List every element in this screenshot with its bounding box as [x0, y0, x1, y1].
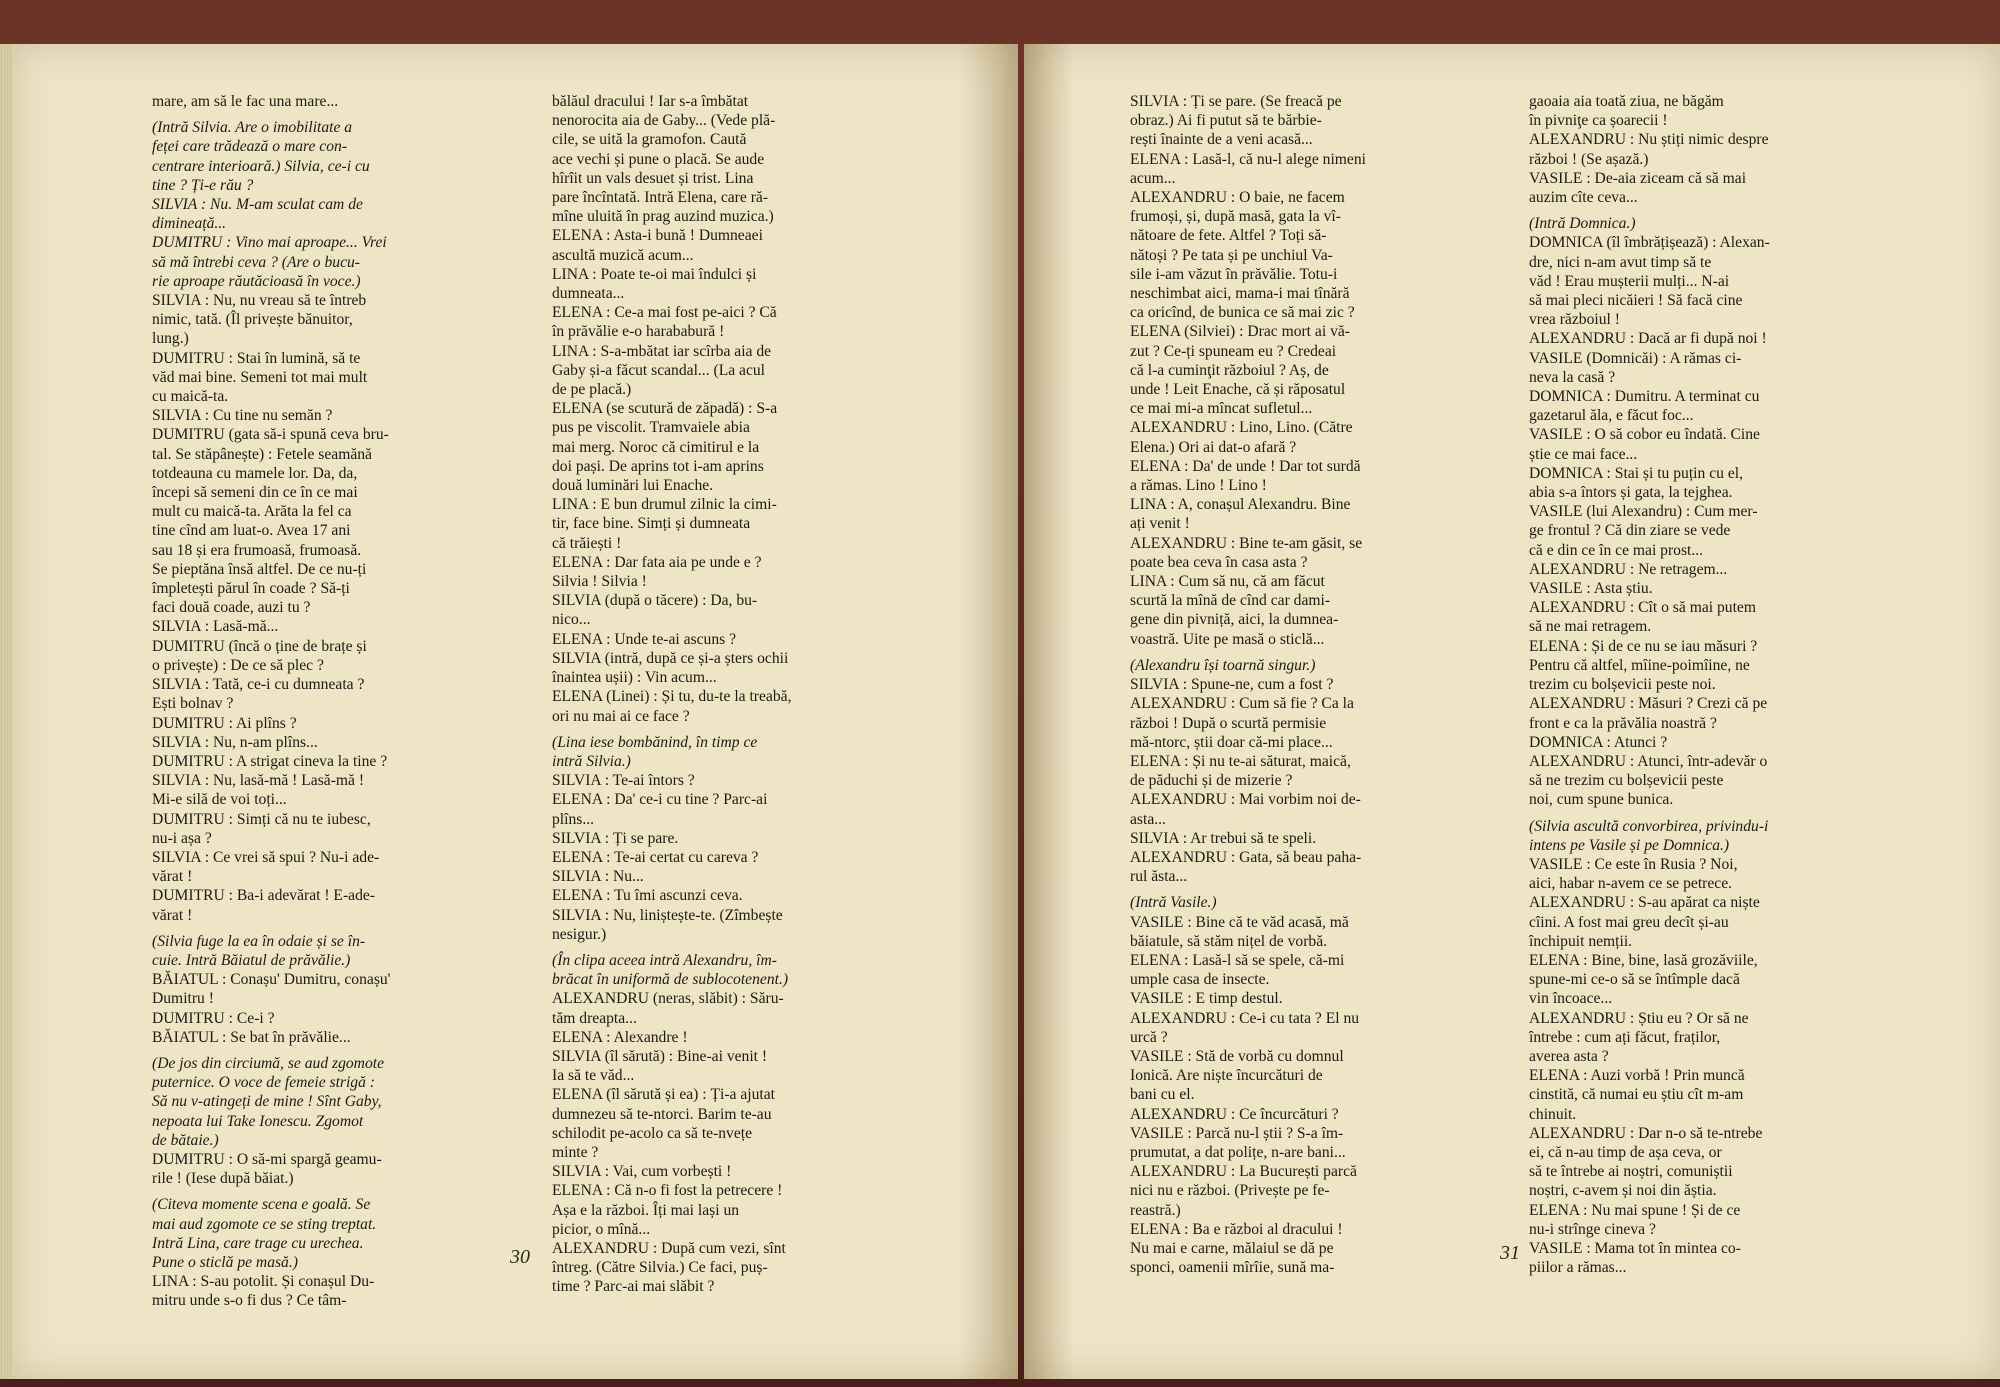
text-line: ELENA : Lasă-l să se spele, că-mi — [1130, 951, 1345, 969]
text-line: ALEXANDRU : S-au apărat ca niște — [1529, 894, 1760, 912]
text-line: SILVIA : Nu, n-am plîns... — [152, 733, 318, 751]
text-line: să mai pleci nicăieri ! Să facă cine — [1529, 292, 1743, 310]
text-line: DOMNICA : Dumitru. A terminat cu — [1529, 388, 1760, 406]
text-line: puternice. O voce de femeie strigă : — [152, 1074, 375, 1092]
text-line: Nu mai e carne, mălaiul se dă pe — [1130, 1239, 1334, 1257]
text-line: SILVIA (după o tăcere) : Da, bu- — [552, 592, 758, 610]
text-line: Mi-e silă de voi toți... — [152, 791, 287, 809]
text-line: de pe placă.) — [552, 381, 632, 399]
text-line: nimic, tată. (Îl privește bănuitor, — [152, 311, 353, 329]
text-line: ELENA : Te-ai certat cu careva ? — [552, 848, 759, 866]
text-line: intens pe Vasile și pe Domnica.) — [1529, 836, 1730, 854]
text-line: SILVIA : Ți se pare. (Se freacă pe — [1130, 93, 1342, 110]
text-line: bani cu el. — [1130, 1086, 1195, 1104]
text-line: ace vechi și pune o placă. Se aude — [552, 150, 765, 168]
text-line: VASILE : E timp destul. — [1130, 990, 1283, 1008]
text-line: întrebe : cum ați făcut, fraților, — [1529, 1028, 1721, 1046]
text-line: să ne mai retragem. — [1529, 618, 1652, 636]
text-line: nu-i așa ? — [152, 829, 212, 847]
text-line: cuie. Intră Băiatul de prăvălie.) — [152, 951, 351, 969]
text-line: închipuit nemții. — [1529, 932, 1633, 950]
text-line: ALEXANDRU : Știu eu ? Or să ne — [1529, 1009, 1749, 1027]
text-line: ei, că n-au timp de așa ceva, or — [1529, 1143, 1722, 1161]
text-line: SILVIA : Nu, liniștește-te. (Zîmbește — [552, 906, 783, 924]
text-line: două luminări lui Enache. — [552, 477, 714, 495]
text-line: ELENA : Unde te-ai ascuns ? — [552, 630, 737, 648]
text-line: VASILE : Asta știu. — [1529, 580, 1653, 598]
text-line: zut ? Ce-ți spuneam eu ? Credeai — [1130, 342, 1337, 360]
text-line: ELENA : Auzi vorbă ! Prin muncă — [1529, 1067, 1745, 1085]
text-line: ALEXANDRU : Bine te-am găsit, se — [1130, 534, 1363, 552]
text-line: ALEXANDRU : Gata, să beau paha- — [1130, 848, 1362, 866]
text-line: feței care trădează o mare con- — [152, 138, 348, 156]
text-line: rile ! (Iese după băiat.) — [152, 1170, 294, 1188]
text-line: ELENA : Că n-o fi fost la petrecere ! — [552, 1182, 783, 1200]
text-line: centrare interioară.) Silvia, ce-i cu — [152, 157, 370, 175]
left-page-column-2 — [552, 92, 791, 1297]
text-line: să te întrebe ai noștri, comuniștii — [1529, 1163, 1733, 1181]
text-line: ge frontul ? Că din ziare se vede — [1529, 522, 1731, 540]
text-line: ALEXANDRU : Atunci, într-adevăr o — [1529, 752, 1768, 770]
text-line: frumoși, și, după masă, gata la vî- — [1130, 208, 1341, 226]
text-line: (Lina iese bombănind, în timp ce — [552, 733, 758, 751]
text-line: văd mai bine. Semeni tot mai mult — [152, 368, 368, 386]
text-line: piilor a rămas... — [1529, 1259, 1627, 1277]
text-line: SILVIA (îl sărută) : Bine-ai venit ! — [552, 1047, 768, 1065]
text-line: noi, cum spune bunica. — [1529, 791, 1674, 809]
text-line: BĂIATUL : Conașu' Dumitru, conașu' — [152, 971, 391, 989]
text-line: cu maică-ta. — [152, 388, 229, 406]
text-line: SILVIA (intră, după ce și-a șters ochii — [552, 649, 789, 667]
text-line: a rămas. Lino ! Lino ! — [1130, 477, 1267, 495]
text-line: Intră Lina, care trage cu urechea. — [152, 1234, 364, 1252]
text-line: ELENA : Ce-a mai fost pe-aici ? Că — [552, 304, 777, 322]
text-line: (Alexandru își toarnă singur.) — [1130, 656, 1316, 674]
text-line: o privește) : De ce să plec ? — [152, 656, 324, 674]
text-line: ELENA (îl sărută și ea) : Ți-a ajutat — [552, 1086, 775, 1104]
text-line: sile i-am văzut în prăvălie. Totu-i — [1130, 265, 1338, 283]
text-line: SILVIA : Ce vrei să spui ? Nu-i ade- — [152, 848, 380, 866]
text-line: picior, o mînă... — [552, 1220, 651, 1238]
text-line: doi pași. De aprins tot i-am aprins — [552, 457, 764, 475]
text-line: tine ? Ți-e rău ? — [152, 176, 254, 194]
text-line: vărat ! — [152, 906, 193, 924]
text-line: mai merg. Noroc că cimitirul e la — [552, 438, 760, 456]
text-line: obraz.) Ai fi putut să te bărbie- — [1130, 112, 1322, 130]
text-line: chinuit. — [1529, 1105, 1577, 1123]
text-line: mîne uluită în prag auzind muzica.) — [552, 208, 774, 226]
text-line: ELENA : Și de ce nu se iau măsuri ? — [1529, 637, 1758, 655]
text-line: SILVIA : Ți se pare. — [552, 829, 679, 847]
text-line: averea asta ? — [1529, 1047, 1609, 1065]
text-line: brăcat în uniformă de sublocotenent.) — [552, 971, 789, 989]
text-line: LINA : A, conașul Alexandru. Bine — [1130, 496, 1351, 514]
text-line: DUMITRU : Vino mai aproape... Vrei — [152, 234, 387, 252]
text-line: cîini. A fost mai greu decît și-au — [1529, 913, 1729, 931]
text-line: tir, face bine. Simți și dumneata — [552, 515, 751, 533]
left-page-column-1 — [152, 92, 391, 1311]
text-line: mitru unde s-o fi dus ? Ce tâm- — [152, 1292, 347, 1310]
text-line: aici, habar n-avem ce se petrece. — [1529, 875, 1733, 893]
text-line: văd ! Erau mușterii mulți... N-ai — [1529, 272, 1730, 290]
text-line: SILVIA : Nu, lasă-mă ! Lasă-mă ! — [152, 772, 365, 790]
text-line: cinstită, că numai eu știu cît m-am — [1529, 1086, 1744, 1104]
text-line: nu-i strînge cineva ? — [1529, 1220, 1656, 1238]
text-line: înaintea ușii) : Vin acum... — [552, 669, 717, 687]
text-line: tăm dreapta... — [552, 1009, 637, 1027]
text-line: Ia să te văd... — [552, 1067, 635, 1085]
text-line: poate bea ceva în casa asta ? — [1130, 553, 1308, 571]
text-line: SILVIA : Nu, nu vreau să te întreb — [152, 292, 367, 310]
text-line: ELENA (Silviei) : Drac mort ai vă- — [1130, 323, 1350, 341]
text-line: bălăul dracului ! Iar s-a îmbătat — [552, 93, 749, 110]
text-line: DUMITRU : Ce-i ? — [152, 1009, 275, 1027]
text-line: nesigur.) — [552, 925, 607, 943]
text-line: sau 18 și era frumoasă, frumoasă. — [152, 541, 362, 559]
text-line: tal. Se stăpânește) : Fetele seamănă — [152, 445, 372, 463]
text-line: nătoși ? Pe tata și pe unchiul Va- — [1130, 246, 1333, 264]
text-line: mai aud zgomote ce se sting treptat. — [152, 1215, 377, 1233]
text-line: Ești bolnav ? — [152, 695, 234, 713]
text-line: dimineață... — [152, 215, 227, 233]
text-line: VASILE : Mama tot în mintea co- — [1529, 1239, 1741, 1257]
text-line: ca oricînd, de bunica ce să mai zic ? — [1130, 304, 1355, 322]
text-line: război ! După o scurtă permisie — [1130, 714, 1327, 732]
text-line: că trăiești ! — [552, 534, 622, 552]
text-line: Gaby și-a făcut scandal... (La acul — [552, 361, 766, 379]
text-line: ELENA : Nu mai spune ! Și de ce — [1529, 1201, 1741, 1219]
text-line: SILVIA : Cu tine nu semăn ? — [152, 407, 333, 425]
text-line: să mă întrebi ceva ? (Are o bucu- — [152, 253, 361, 271]
text-line: Să nu v-atingeți de mine ! Sînt Gaby, — [152, 1093, 382, 1111]
right-page-column-2 — [1529, 92, 1770, 1277]
text-line: gazetarul ăla, e făcut foc... — [1529, 407, 1694, 425]
text-line: vrea războiul ! — [1529, 311, 1620, 329]
text-line: Pentru că altfel, mîine-poimîine, ne — [1529, 656, 1750, 674]
text-line: vărat ! — [152, 868, 193, 886]
text-line: SILVIA : Nu... — [552, 868, 644, 886]
text-line: tine cînd am luat-o. Avea 17 ani — [152, 522, 351, 540]
text-line: LINA : Poate te-oi mai îndulci și — [552, 265, 757, 283]
text-line: Dumitru ! — [152, 990, 214, 1008]
text-line: nici nu e război. (Privește pe fe- — [1130, 1182, 1330, 1200]
text-line: DUMITRU (încă o ține de brațe și — [152, 637, 367, 655]
text-line: de bătaie.) — [152, 1131, 219, 1149]
text-line: ALEXANDRU : Mai vorbim noi de- — [1130, 791, 1361, 809]
text-line: (De jos din circiumă, se aud zgomote — [152, 1054, 384, 1072]
text-line: LINA : S-au potolit. Și conașul Du- — [152, 1273, 375, 1291]
text-line: ALEXANDRU : O baie, ne facem — [1130, 189, 1345, 207]
right-page-column-1 — [1130, 92, 1366, 1277]
text-line: SILVIA : Tată, ce-i cu dumneata ? — [152, 676, 365, 694]
text-line: VASILE : Parcă nu-l știi ? S-a îm- — [1130, 1124, 1344, 1142]
text-line: să ne trezim cu bolșevicii peste — [1529, 772, 1724, 790]
text-line: BĂIATUL : Se bat în prăvălie... — [152, 1028, 351, 1046]
text-line: time ? Parc-ai mai slăbit ? — [552, 1278, 715, 1296]
left-page — [12, 44, 1018, 1379]
text-line: prumutat, a dat polițe, n-are bani... — [1130, 1143, 1346, 1161]
text-line: (Intră Silvia. Are o imobilitate a — [152, 119, 353, 137]
text-line: noștri, c-avem și noi din ăștia. — [1529, 1182, 1717, 1200]
text-line: ELENA : Alexandre ! — [552, 1028, 688, 1046]
text-line: VASILE : O să cobor eu îndată. Cine — [1529, 426, 1760, 444]
text-line: război ! (Se așază.) — [1529, 150, 1649, 168]
text-line: DUMITRU : Ba-i adevărat ! E-ade- — [152, 887, 375, 905]
text-line: abia s-a întors și gata, la tejghea. — [1529, 484, 1733, 502]
text-line: VASILE (lui Alexandru) : Cum mer- — [1529, 503, 1758, 521]
text-line: nepoata lui Take Ionescu. Zgomot — [152, 1112, 364, 1130]
text-line: ELENA (se scutură de zăpadă) : S-a — [552, 400, 778, 418]
text-line: DUMITRU : Simți că nu te iubesc, — [152, 810, 371, 828]
text-line: Se pieptăna însă altfel. De ce nu-ți — [152, 560, 367, 578]
text-line: DUMITRU : A strigat cineva la tine ? — [152, 752, 388, 770]
text-line: lung.) — [152, 330, 189, 348]
text-line: VASILE (Domnicăi) : A rămas ci- — [1529, 349, 1742, 367]
text-line: SILVIA : Te-ai întors ? — [552, 772, 695, 790]
text-line: ascultă muzică acum... — [552, 246, 694, 264]
text-line: nătoare de fete. Altfel ? Toți să- — [1130, 227, 1327, 245]
text-line: urcă ? — [1130, 1028, 1168, 1046]
text-line: voastră. Uite pe masă o sticlă... — [1130, 630, 1325, 648]
text-line: ori nu mai ai ce face ? — [552, 707, 690, 725]
page-number: 31 — [1500, 1242, 1520, 1264]
text-line: (Intră Vasile.) — [1130, 894, 1217, 912]
text-line: intră Silvia.) — [552, 752, 631, 770]
text-line: (Intră Domnica.) — [1529, 215, 1636, 233]
text-line: Silvia ! Silvia ! — [552, 573, 647, 591]
text-line: rești înainte de a veni acasă... — [1130, 131, 1313, 149]
text-line: împletești părul în coade ? Să-ți — [152, 580, 350, 598]
text-line: ALEXANDRU (neras, slăbit) : Săru- — [552, 990, 784, 1008]
text-line: DUMITRU : O să-mi spargă geamu- — [152, 1150, 382, 1168]
text-line: mult cu maică-ta. Arăta la fel ca — [152, 503, 352, 521]
text-line: gaoaia aia toată ziua, ne băgăm — [1529, 93, 1724, 110]
text-line: (În clipa aceea intră Alexandru, îm- — [552, 951, 777, 969]
text-line: mă-ntorc, știi doar că-mi place... — [1130, 733, 1333, 751]
text-line: ALEXANDRU : Nu știți nimic despre — [1529, 131, 1769, 149]
text-line: trezim cu bolșevicii peste noi. — [1529, 676, 1716, 694]
text-line: ALEXANDRU : Lino, Lino. (Către — [1130, 419, 1353, 437]
text-line: nico... — [552, 611, 591, 629]
text-line: dumnezeu să te-ntorci. Barim te-au — [552, 1105, 772, 1123]
text-line: ELENA : Și nu te-ai săturat, maică, — [1130, 752, 1351, 770]
text-line: acum... — [1130, 169, 1176, 187]
text-line: pare încîntată. Intră Elena, care ră- — [552, 189, 769, 207]
text-line: SILVIA : Lasă-mă... — [152, 618, 279, 636]
text-line: neva la casă ? — [1529, 368, 1616, 386]
text-line: sponci, oamenii mîrîie, sună ma- — [1130, 1259, 1335, 1277]
text-line: LINA : S-a-mbătat iar scîrba aia de — [552, 342, 772, 360]
text-line: Așa e la război. Îți mai lași un — [552, 1201, 740, 1219]
text-line: scurtă la mînă de cînd car dami- — [1130, 592, 1331, 610]
text-line: ALEXANDRU : După cum vezi, sînt — [552, 1239, 786, 1257]
text-line: ELENA : Da' de unde ! Dar tot surdă — [1130, 457, 1361, 475]
text-line: SILVIA : Vai, cum vorbești ! — [552, 1163, 732, 1181]
text-line: ALEXANDRU : Ne retragem... — [1529, 560, 1728, 578]
text-line: începi să semeni din ce în ce mai — [152, 484, 358, 502]
text-line: că e din ce în ce mai prost... — [1529, 541, 1704, 559]
text-line: SILVIA : Spune-ne, cum a fost ? — [1130, 676, 1334, 694]
text-line: (Citeva momente scena e goală. Se — [152, 1196, 371, 1214]
text-line: dre, nici n-am avut timp să te — [1529, 253, 1712, 271]
text-line: ALEXANDRU : Ce încurcături ? — [1130, 1105, 1339, 1123]
text-line: Pune o sticlă pe masă.) — [152, 1253, 298, 1271]
text-line: (Silvia ascultă convorbirea, privindu-i — [1529, 817, 1769, 835]
right-page — [1024, 44, 2000, 1379]
text-line: mare, am să le fac una mare... — [152, 93, 339, 110]
text-line: neschimbat aici, mama-i mai tînără — [1130, 285, 1350, 303]
text-line: plîns... — [552, 810, 595, 828]
text-line: DOMNICA : Atunci ? — [1529, 733, 1668, 751]
text-line: ALEXANDRU : Măsuri ? Crezi că pe — [1529, 695, 1768, 713]
text-line: ALEXANDRU : Dar n-o să te-ntrebe — [1529, 1124, 1763, 1142]
text-line: ALEXANDRU : Ce-i cu tata ? El nu — [1130, 1009, 1360, 1027]
text-line: faci două coade, auzi tu ? — [152, 599, 311, 617]
text-line: știe ce mai face... — [1529, 445, 1638, 463]
text-line: dumneata... — [552, 285, 625, 303]
text-line: de păduchi și de mizerie ? — [1130, 772, 1293, 790]
text-line: în prăvălie e-o harababură ! — [552, 323, 725, 341]
text-line: SILVIA : Ar trebui să te speli. — [1130, 829, 1317, 847]
text-line: hîrîit un vals desuet și trist. Lina — [552, 169, 754, 187]
text-line: SILVIA : Nu. M-am sculat cam de — [152, 196, 363, 214]
text-line: DOMNICA (îl îmbrățișează) : Alexan- — [1529, 234, 1770, 252]
text-line: VASILE : Bine că te văd acasă, mă — [1130, 913, 1349, 931]
text-line: în pivniţe ca șoarecii ! — [1529, 112, 1668, 130]
text-line: ELENA (Linei) : Și tu, du-te la treabă, — [552, 688, 792, 706]
text-line: DUMITRU (gata să-i spună ceva bru- — [152, 426, 389, 444]
text-line: ALEXANDRU : Cît o să mai putem — [1529, 599, 1756, 617]
page-edges — [0, 44, 12, 1379]
text-line: LINA : E bun drumul zilnic la cimi- — [552, 496, 777, 514]
text-line: ați venit ! — [1130, 515, 1190, 533]
text-line: auzim cîte ceva... — [1529, 189, 1638, 207]
text-line: Elena.) Ori ai dat-o afară ? — [1130, 438, 1297, 456]
text-line: DUMITRU : Ai plîns ? — [152, 714, 297, 732]
text-line: ALEXANDRU : Dacă ar fi după noi ! — [1529, 330, 1767, 348]
text-line: că l-a cuminţit războiul ? Aș, de — [1130, 361, 1329, 379]
text-line: ALEXANDRU : La București parcă — [1130, 1163, 1357, 1181]
text-line: întreg. (Către Silvia.) Ce faci, puș- — [552, 1259, 768, 1277]
text-line: pus pe viscolit. Tramvaiele abia — [552, 419, 750, 437]
text-line: vin încoace... — [1529, 990, 1613, 1008]
text-line: VASILE : Ce este în Rusia ? Noi, — [1529, 855, 1738, 873]
text-line: minte ? — [552, 1143, 599, 1161]
text-line: rul ăsta... — [1130, 868, 1188, 886]
text-line: front e ca la prăvălia noastră ? — [1529, 714, 1717, 732]
text-line: ELENA : Ba e război al dracului ! — [1130, 1220, 1343, 1238]
text-line: schilodit pe-acolo ca să te-nvețe — [552, 1124, 753, 1142]
text-line: nenorocita aia de Gaby... (Vede plă- — [552, 112, 776, 130]
text-line: ELENA : Lasă-l, că nu-l alege nimeni — [1130, 150, 1366, 168]
text-line: (Silvia fuge la ea în odaie și se în- — [152, 932, 366, 950]
text-line: DOMNICA : Stai și tu puțin cu el, — [1529, 464, 1743, 482]
text-line: spune-mi ce-o să se întîmple dacă — [1529, 971, 1740, 989]
text-line: ce mai mi-a mîncat sufletul... — [1130, 400, 1313, 418]
text-line: ELENA : Dar fata aia pe unde e ? — [552, 553, 762, 571]
text-line: gene din pivniță, aici, la dumnea- — [1130, 611, 1339, 629]
text-line: ELENA : Asta-i bună ! Dumneaei — [552, 227, 763, 245]
text-line: cile, se uită la gramofon. Caută — [552, 131, 747, 149]
text-line: unde ! Leit Enache, că și răposatul — [1130, 381, 1346, 399]
text-line: reastră.) — [1130, 1201, 1181, 1219]
text-line: ALEXANDRU : Cum să fie ? Ca la — [1130, 695, 1354, 713]
page-number: 30 — [510, 1246, 530, 1268]
text-line: rie aproape răutăcioasă în voce.) — [152, 272, 361, 290]
text-line: VASILE : Stă de vorbă cu domnul — [1130, 1047, 1344, 1065]
text-line: Ionică. Are niște încurcături de — [1130, 1067, 1323, 1085]
text-line: asta... — [1130, 810, 1166, 828]
text-line: ELENA : Bine, bine, lasă grozăviile, — [1529, 951, 1758, 969]
text-line: DUMITRU : Stai în lumină, să te — [152, 349, 361, 367]
text-line: LINA : Cum să nu, că am făcut — [1130, 573, 1325, 591]
text-line: VASILE : De-aia ziceam că să mai — [1529, 169, 1747, 187]
text-line: ELENA : Tu îmi ascunzi ceva. — [552, 887, 743, 905]
text-line: ELENA : Da' ce-i cu tine ? Parc-ai — [552, 791, 768, 809]
text-line: băiatule, să stăm nițel de vorbă. — [1130, 932, 1328, 950]
text-line: totdeauna cu mamele lor. Da, da, — [152, 464, 358, 482]
text-line: umple casa de insecte. — [1130, 971, 1270, 989]
